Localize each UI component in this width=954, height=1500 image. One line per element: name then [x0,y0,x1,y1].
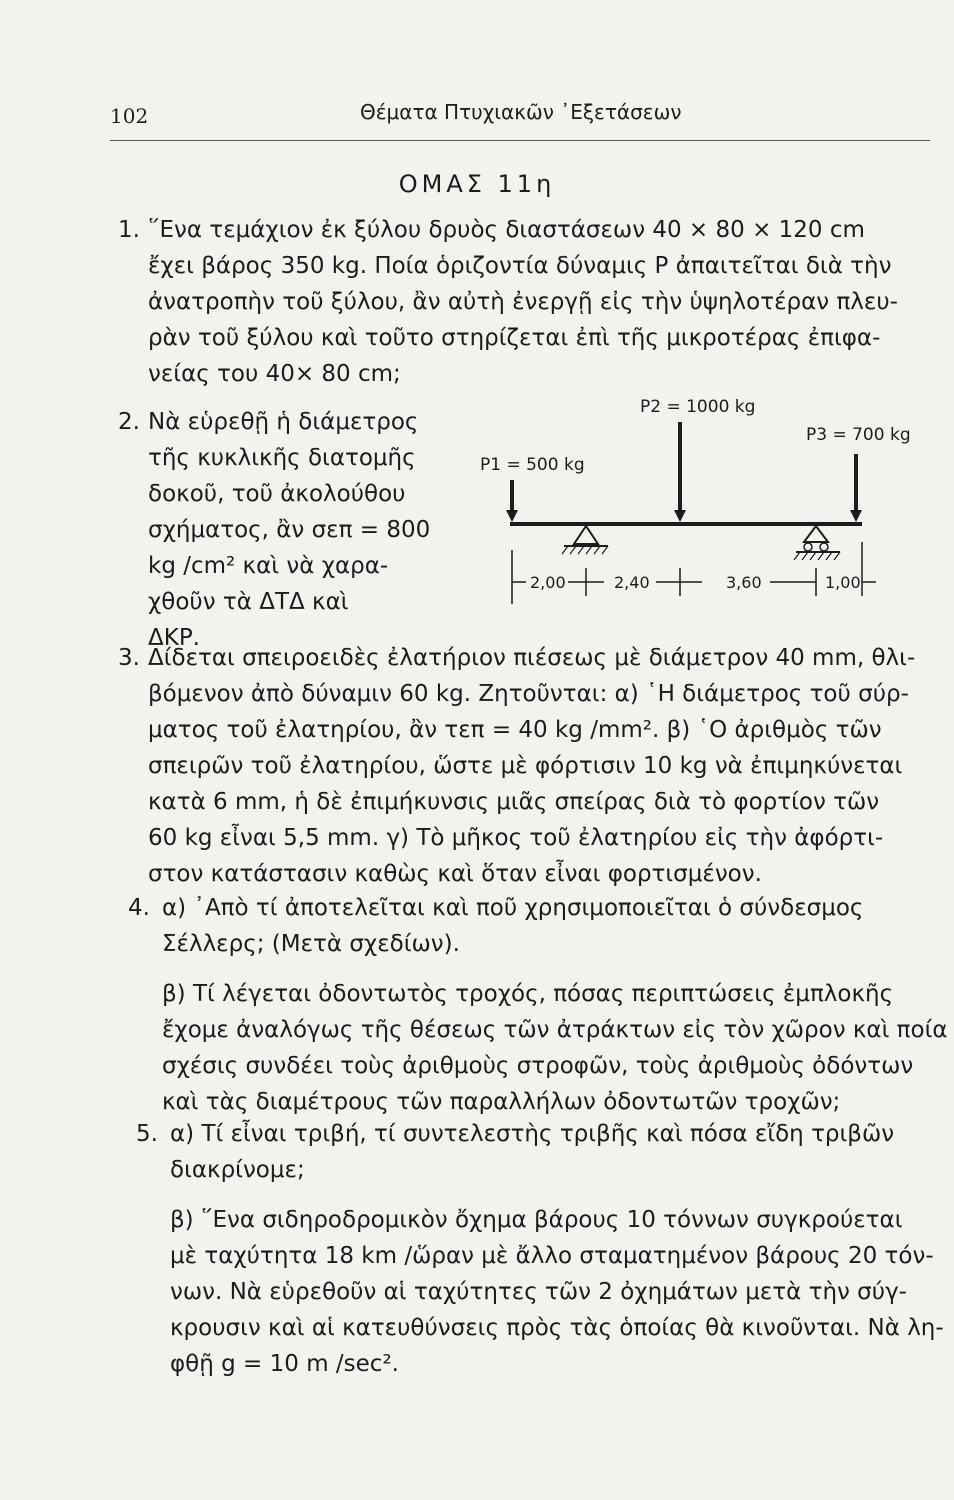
page-header [110,100,930,141]
text-line: ῞Ενα τεμάχιον ἐκ ξύλου δρυὸς διαστάσεων 40 × 80 × 120 cm [148,217,865,243]
text-line: μὲ ταχύτητα 18 km /ὥραν μὲ ἄλλο σταματημένον βάρους 20 τόν- [170,1243,934,1269]
dimension-label-1: 2,00 [530,573,566,592]
text-line: β) ῞Ενα σιδηροδρομικὸν ὄχημα βάρους 10 τόννων συγκρούεται [170,1207,903,1233]
dimension-label-2: 2,40 [614,573,650,592]
text-line: τῆς κυκλικῆς διατομῆς [148,445,416,471]
group-title: ΟΜΑΣ 11η [398,170,556,198]
text-line: β) Τί λέγεται ὀδοντωτὸς τροχός, πόσας περιπτώσεις ἐμπλοκῆς [162,981,894,1007]
beam [510,522,862,526]
text-line: ΔΚΡ. [148,625,200,651]
problem-number: 2. [118,409,140,435]
text-line: ἔχει βάρος 350 kg. Ποία ὁριζοντία δύναμις P ἀπαιτεῖται διὰ τὴν [148,253,892,279]
problem-text [170,1116,944,1382]
text-line: σχήματος, ἂν σεπ = 800 [148,517,431,543]
problem-text [148,212,898,392]
text-line: φθῇ g = 10 m /sec². [170,1351,399,1377]
text-line: Δίδεται σπειροειδὲς ἐλατήριον πιέσεως μὲ διάμετρον 40 mm, θλι- [148,645,916,671]
problem-text [162,890,948,1120]
ground-hatch [562,546,608,554]
text-line: νείας του 40× 80 cm; [148,361,401,387]
text-line: kg /cm² καὶ νὰ χαρα- [148,553,389,579]
problem-text [148,640,915,892]
text-line: στον κατάστασιν καθὼς καὶ ὅταν εἶναι φορτισμένον. [148,861,762,887]
roller-support-icon [804,526,828,542]
text-line: δοκοῦ, τοῦ ἀκολούθου [148,481,406,507]
text-line: ἀνατροπὴν τοῦ ξύλου, ἂν αὐτὴ ἐνεργῇ εἰς τὴν ὑψηλοτέραν πλευ- [148,289,898,315]
text-line: σπειρῶν τοῦ ἐλατηρίου, ὥστε μὲ φόρτισιν 10 kg νὰ ἐπιμηκύνεται [148,753,903,779]
text-line: 60 kg εἶναι 5,5 mm. γ) Τὸ μῆκος τοῦ ἐλατηρίου εἰς τὴν ἀφόρτι- [148,825,884,851]
load-label-p1: P1 = 500 kg [480,455,585,475]
ground-hatch [794,552,840,560]
dimension-label-4: 1,00 [825,573,861,592]
roller-wheel-icon [804,543,812,551]
text-line: ἔχομε ἀναλόγως τῆς θέσεως τῶν ἀτράκτων εἰς τὸν χῶρον καὶ ποία [162,1017,948,1043]
page-number: 102 [110,104,149,128]
text-line: βόμενον ἀπὸ δύναμιν 60 kg. Ζητοῦνται: α) ῾Η διάμετρος τοῦ σύρ- [148,681,909,707]
arrowhead-icon [850,510,862,522]
text-line: χθοῦν τὰ ΔΤΔ καὶ [148,589,349,615]
pin-support-icon [574,526,598,544]
problem-text [148,404,430,656]
roller-wheel-icon [820,543,828,551]
load-label-p2: P2 = 1000 kg [640,397,756,417]
load-label-p3: P3 = 700 kg [806,425,911,445]
text-line: Νὰ εὑρεθῇ ἡ διάμετρος [148,409,419,435]
problem-number: 1. [118,217,140,243]
text-line: ρὰν τοῦ ξύλου καὶ τοῦτο στηρίζεται ἐπὶ τῆς μικροτέρας ἐπιφα- [148,325,881,351]
text-line: διακρίνομε; [170,1157,305,1183]
text-line: α) Τί εἶναι τριβή, τί συντελεστὴς τριβῆς καὶ πόσα εἴδη τριβῶν [170,1121,895,1147]
problem-number: 5. [136,1121,158,1147]
arrowhead-icon [674,510,686,522]
text-line: καὶ τὰς διαμέτρους τῶν παραλλήλων ὀδοντωτῶν τροχῶν; [162,1089,841,1115]
problem-number: 4. [128,895,150,921]
text-line: ματος τοῦ ἐλατηρίου, ἂν τεπ = 40 kg /mm². β) ῾Ο ἀριθμὸς τῶν [148,717,882,743]
problem-number: 3. [118,645,140,671]
text-line: κρουσιν καὶ αἱ κατευθύνσεις πρὸς τὰς ὁποίας θὰ κινοῦνται. Νὰ λη- [170,1315,944,1341]
text-line: Σέλλερς; (Μετὰ σχεδίων). [162,931,460,957]
arrowhead-icon [506,510,518,522]
text-line: σχέσις συνδέει τοὺς ἀριθμοὺς στροφῶν, τοὺς ἀριθμοὺς ὀδόντων [162,1053,914,1079]
dimension-label-3: 3,60 [726,573,762,592]
text-line: κατὰ 6 mm, ἡ δὲ ἐπιμήκυνσις μιᾶς σπείρας διὰ τὸ φορτίον τῶν [148,789,880,815]
text-line: νων. Νὰ εὑρεθοῦν αἱ ταχύτητες τῶν 2 ὀχημάτων μετὰ τὴν σύγ- [170,1279,907,1305]
text-line: α) ᾿Απὸ τί ἀποτελεῖται καὶ ποῦ χρησιμοποιεῖται ὁ σύνδεσμος [162,895,864,921]
beam-diagram [470,382,930,622]
running-title: Θέματα Πτυχιακῶν ᾿Εξετάσεων [360,100,682,124]
